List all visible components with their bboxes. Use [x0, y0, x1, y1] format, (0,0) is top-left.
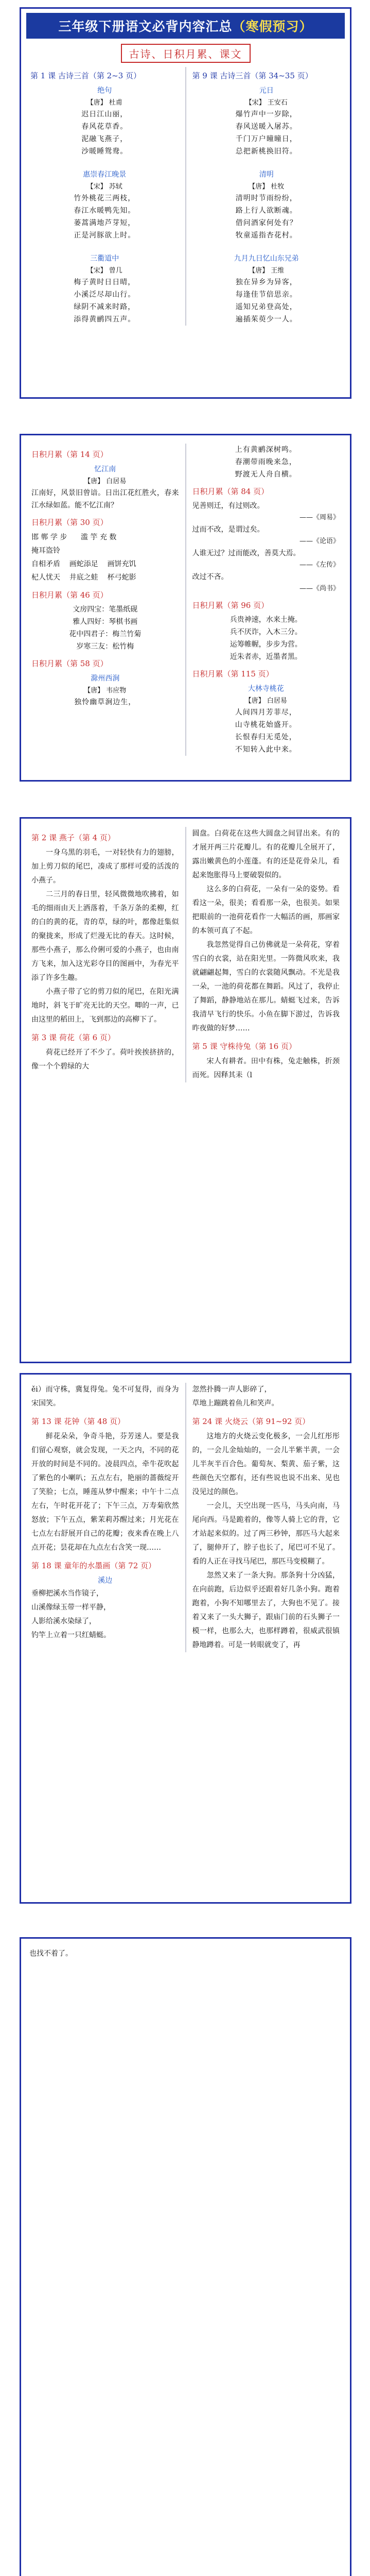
page-title-tag: （寒假预习） [232, 19, 313, 34]
paragraph: 一身乌黑的羽毛，一对轻快有力的翅膀，加上剪刀似的尾巴，凑成了那样可爱的活泼的小燕子。 [31, 849, 179, 885]
poem-line: 小溪泛尽却山行。 [74, 291, 136, 299]
quote-text: 过而不改，是谓过矣。 [192, 526, 265, 534]
paragraph: 荷花已经开了不少了。荷叶挨挨挤挤的，像一个个碧绿的大 [31, 1048, 179, 1071]
quote-text: 见善则迁，有过则改。 [192, 502, 265, 510]
paragraph: 这么多的白荷花，一朵有一朵的姿势。看看这一朵，很美；看看那一朵，也很美。如果把眼前的一池荷花看作一大幅活的画，那画家的本领可真了不起。 [192, 885, 340, 935]
phrase-line: 雅人四好：琴棋书画 [73, 618, 138, 626]
poem-line: 长恨春归无觅处， [235, 733, 297, 741]
poem-line: 不知转入此中来。 [235, 745, 297, 754]
poem-line: 牧童遥指杏花村。 [235, 231, 297, 240]
phrase-line: 花中四君子：梅兰竹菊 [69, 630, 142, 638]
poem-line: 春潮带雨晚来急， [235, 458, 297, 466]
section-subtitle: 古诗、日积月累、课文 [121, 44, 251, 63]
poem-title: 溪边 [98, 1577, 113, 1585]
poem-line: 蒌蒿满地芦芽短， [74, 219, 136, 227]
left-column [27, 444, 185, 756]
poem-line: 草地上蹦跳着鱼儿和笑声。 [192, 1399, 279, 1408]
poem-author: 【宋】 曾几 [86, 267, 122, 275]
poem-author: 【宋】 王安石 [245, 99, 288, 107]
paragraph: 鲜花朵朵，争奇斗艳，芬芳迷人。要是我们留心观察，就会发现，一天之内，不同的花开放的时间是不同的。凌晨四点，牵牛花吹起了紫色的小喇叭；五点左右，艳丽的蔷薇绽开了笑脸；七点，睡莲从梦中醒来；中午十二点左右，午时花开花了；下午三点，万寿菊欣然怒放；下午五点，紫茉莉苏醒过来；月光花在七点左右舒展开自己的花瓣；夜来香在晚上八点开花；昙花却在九点左右含笑一现…… [31, 1432, 179, 1552]
page-3 [20, 817, 351, 1363]
poem-line: 春风送暖入屠苏。 [235, 123, 297, 131]
poem-line: 钓竿上立着一只红蜻蜓。 [31, 1631, 111, 1639]
right-column [186, 827, 344, 1082]
phrase-line: 文房四宝：笔墨纸砚 [73, 605, 138, 614]
section-heading: 日积月累（第 14 页） [31, 450, 108, 459]
poem-line: 绿阴不减来时路， [74, 303, 136, 311]
poem-author: 【唐】 王维 [249, 267, 285, 275]
poem-line: 每逢佳节倍思亲。 [235, 291, 297, 299]
idiom-line: 掩耳盗铃 [31, 547, 60, 555]
poem-title: 忆江南 [94, 465, 116, 473]
poem-line: 梅子黄时日日晴， [74, 278, 136, 286]
quote-source: ——《周易》 [299, 514, 340, 521]
right-column [186, 444, 344, 756]
poem-line: 清明时节雨纷纷， [235, 194, 297, 202]
poem-line: 山寺桃花始盛开。 [235, 721, 297, 729]
page-2 [20, 434, 351, 782]
poem [30, 85, 179, 158]
poem-title: 九月九日忆山东兄弟 [234, 255, 299, 263]
lesson-heading: 第 3 课 荷花（第 6 页） [31, 1033, 115, 1042]
phrase-line: 兵不厌诈，入木三分。 [230, 628, 302, 636]
page-3-columns [27, 827, 344, 1082]
poem [192, 169, 341, 242]
lesson-heading: 第 9 课 古诗三首（第 34~35 页） [192, 71, 313, 80]
poem [192, 85, 341, 158]
section-heading: 日积月累（第 115 页） [192, 669, 274, 679]
right-column [186, 1383, 344, 1652]
poem-line: 路上行人欲断魂。 [235, 207, 297, 215]
paragraph: ěi）而守株，冀复得兔。兔不可复得，而身为宋国笑。 [31, 1385, 179, 1408]
poem-line: 山溪像绿玉带一样平静， [31, 1603, 111, 1612]
poem-author: 【唐】 杜牧 [249, 183, 285, 191]
poem-line: 爆竹声中一岁除， [235, 110, 297, 118]
phrase-line: 运筹帷幄，步步为营。 [230, 640, 302, 649]
poem-line: 独在异乡为异客， [235, 278, 297, 286]
quote-source: ——《左传》 [299, 561, 340, 569]
poem-line: 迟日江山丽， [81, 110, 128, 118]
poem-author: 【唐】 韦应物 [84, 687, 127, 694]
poem [30, 253, 179, 326]
quote-text: 改过不吝。 [192, 573, 228, 581]
poem-line: 上有黄鹂深树鸣。 [235, 446, 297, 454]
paragraph: 二三月的春日里，轻风微微地吹拂着，如毛的细雨由天上洒落着，千条万条的柔柳，红的白的黄的花，青的草，绿的叶，都像赶集似的聚拢来，形成了烂漫无比的春天。这时候，那些小燕子，那么伶俐可爱的小燕子，也由南方飞来，加入这光彩夺目的图画中，为春光平添了许多生趣。 [31, 890, 179, 982]
paragraph: 一会儿，天空出现一匹马，马头向南，马尾向西。马是跪着的，像等人骑上它的背，它才站起来似的。过了两三秒钟，那匹马大起来了，腿伸开了，脖子也长了，尾巴可不见了。看的人正在寻找马尾巴，那匹马变模糊了。 [192, 1502, 340, 1566]
poem-title: 大林寺桃花 [248, 685, 284, 693]
page-2-columns [27, 444, 344, 756]
page-4-columns [27, 1383, 344, 1652]
poem-line: 遥知兄弟登高处， [235, 303, 297, 311]
poem-line: 竹外桃花三两枝， [74, 194, 136, 202]
lesson-heading: 第 18 课 童年的水墨画（第 72 页） [31, 1561, 156, 1570]
poem-title: 滁州西涧 [91, 674, 120, 683]
lesson-heading: 第 2 课 燕子（第 4 页） [31, 833, 115, 842]
poem-title: 惠崇春江晚景 [83, 171, 127, 179]
paragraph: 也找不着了。 [29, 1950, 73, 1958]
poem-line: 总把新桃换旧符。 [235, 147, 297, 156]
poem [192, 253, 341, 326]
left-column [27, 1383, 185, 1652]
quote-source: ——《论语》 [299, 537, 340, 545]
poem-line: 春江水暖鸭先知。 [74, 207, 136, 215]
lesson-heading: 第 5 课 守株待兔（第 16 页） [192, 1042, 296, 1051]
page-4 [20, 1373, 351, 1904]
poem-author: 【唐】 白居易 [84, 478, 127, 485]
page-1 [20, 7, 351, 399]
paragraph: 宋人有耕者。田中有株，兔走触株，折颈而死。因释其耒（l [192, 1057, 340, 1079]
idiom-line: 杞人忧天 井底之蛙 杯弓蛇影 [31, 573, 136, 582]
poem-line: 正是河豚欲上时。 [74, 231, 136, 240]
page-5 [20, 1937, 351, 2576]
poem-line: 野渡无人舟自横。 [235, 470, 297, 479]
poem-author: 【唐】 白居易 [244, 697, 287, 705]
poem-author: 【宋】 苏轼 [86, 183, 122, 191]
paragraph: 忽然又来了一条大狗。那条狗十分凶猛，在向前跑，后边似乎还跟着好几条小狗。跑着跑着，小狗不知哪里去了，大狗也不见了。接着又来了一头大狮子，跟庙门前的石头狮子一模一样，也那么大，也那样蹲着，很威武很镇静地蹲着。可是一转眼就变了，再 [192, 1571, 340, 1649]
quote-source: ——《尚书》 [299, 585, 340, 592]
lesson-heading: 第 1 课 古诗三首（第 2~3 页） [30, 71, 142, 80]
left-column [27, 827, 185, 1082]
phrase-line: 兵贵神速，水来土掩。 [230, 616, 302, 624]
poem-line: 人影给溪水染绿了， [31, 1617, 96, 1625]
phrase-line: 岁寒三友：松竹梅 [76, 642, 134, 651]
section-heading: 日积月累（第 58 页） [31, 659, 108, 668]
page-title-banner [26, 13, 345, 39]
poem-title: 清明 [259, 171, 274, 179]
poem-title: 元日 [259, 87, 274, 95]
poem-line: 添得黄鹂四五声。 [74, 315, 136, 324]
poem-text: 江南好，风景旧曾谙。日出江花红胜火，春来江水绿如蓝。能不忆江南？ [31, 489, 179, 510]
poem-line: 忽然扑腾一声人影碎了， [192, 1385, 272, 1394]
section-heading: 日积月累（第 30 页） [31, 518, 108, 527]
paragraph: 小燕子带了它的剪刀似的尾巴，在阳光满地时，斜飞于旷亮无比的天空。唧的一声，已由这里的稻田上，飞到那边的高柳下了。 [31, 988, 179, 1024]
section-heading: 日积月累（第 46 页） [31, 590, 108, 600]
poem-line: 借问酒家何处有？ [235, 219, 297, 227]
poem-line: 人间四月芳菲尽， [235, 708, 297, 717]
poem-title: 绝句 [97, 87, 112, 95]
poem-line: 泥融飞燕子， [81, 135, 128, 143]
poem-title: 三衢道中 [90, 255, 119, 263]
page-1-columns [26, 67, 345, 326]
poem-line: 春风花草香。 [81, 123, 128, 131]
poem-line: 沙暖睡鸳鸯。 [81, 147, 128, 156]
quote-text: 人谁无过？过而能改，善莫大焉。 [192, 549, 301, 557]
poem-line: 千门万户曈曈日， [235, 135, 297, 143]
page-title: 三年级下册语文必背内容汇总 [58, 19, 233, 34]
left-column [26, 67, 185, 326]
lesson-heading: 第 24 课 火烧云（第 91~92 页） [192, 1417, 310, 1426]
paragraph: 圆盘。白荷花在这些大圆盘之间冒出来。有的才展开两三片花瓣儿。有的花瓣儿全展开了，露出嫩黄色的小莲蓬。有的还是花骨朵儿，看起来饱胀得马上要破裂似的。 [192, 829, 340, 879]
right-column [186, 67, 345, 326]
poem-line: 垂柳把溪水当作镜子， [31, 1589, 103, 1598]
paragraph: 这地方的火烧云变化极多，一会儿红彤彤的，一会儿金灿灿的，一会儿半紫半黄，一会儿半灰半百合色。葡萄灰、梨黄、茄子紫，这些颜色天空都有，还有些说也说不出来、见也没见过的颜色。 [192, 1432, 340, 1496]
poem-line: 独怜幽草涧边生， [74, 698, 136, 706]
section-heading: 日积月累（第 84 页） [192, 487, 269, 496]
section-heading: 日积月累（第 96 页） [192, 601, 269, 610]
paragraph: 我忽然觉得自己仿佛就是一朵荷花，穿着雪白的衣裳，站在阳光里。一阵微风吹来，我就翩翩起舞，雪白的衣裳随风飘动。不光是我一朵，一池的荷花都在舞蹈。风过了，我停止了舞蹈，静静地站在那儿。蜻蜓飞过来，告诉我清早飞行的快乐。小鱼在脚下游过，告诉我昨夜做的好梦…… [192, 941, 340, 1032]
poem-author: 【唐】 杜甫 [86, 99, 122, 107]
idiom-line: 邯 郸 学 步 滥 竽 充 数 [31, 533, 117, 541]
poem-line: 遍插茱萸少一人。 [235, 315, 297, 324]
poem [30, 169, 179, 242]
idiom-line: 自相矛盾 画蛇添足 画饼充饥 [31, 560, 136, 568]
phrase-line: 近朱者赤，近墨者黑。 [230, 653, 302, 661]
lesson-heading: 第 13 课 花钟（第 48 页） [31, 1417, 126, 1426]
